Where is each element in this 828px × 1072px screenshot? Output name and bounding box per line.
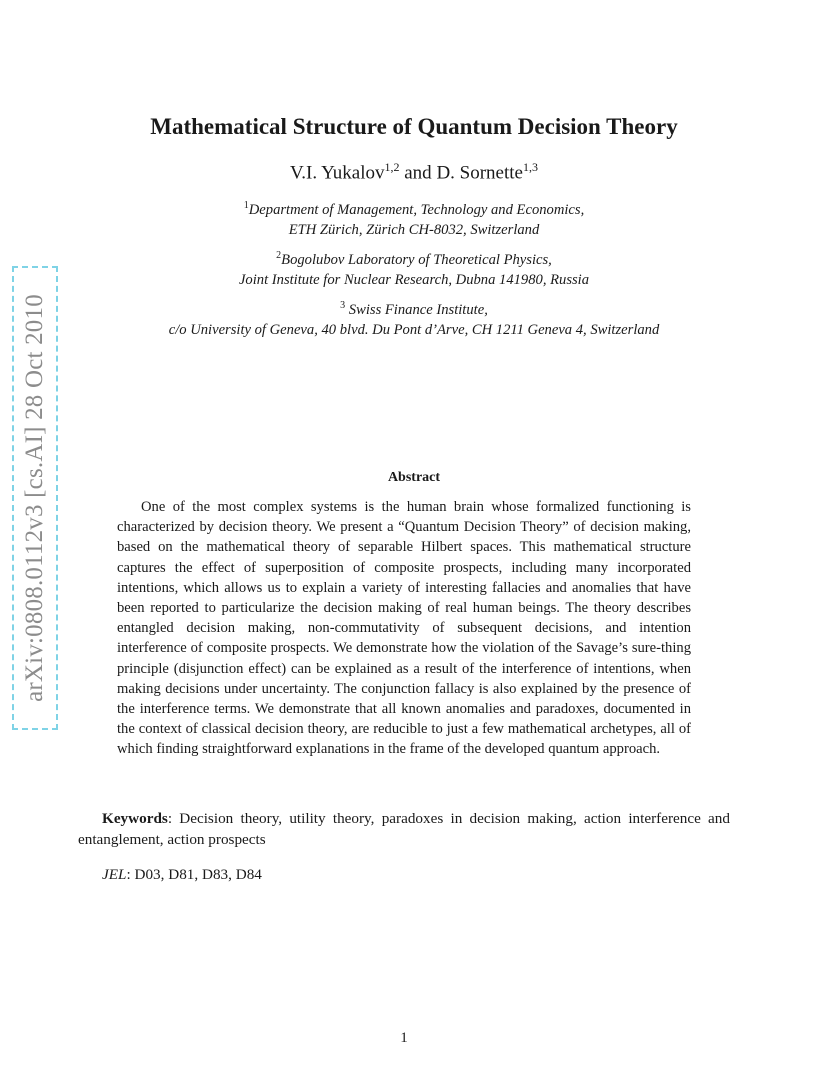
jel-codes — [102, 866, 262, 884]
affiliation-3-line-1: Swiss Finance Institute, — [345, 301, 488, 318]
author-2: D. Sornette — [436, 162, 523, 184]
affiliation-1 — [0, 196, 828, 240]
author-1-affiliation-marks: 1,2 — [384, 160, 400, 174]
paper-title: Mathematical Structure of Quantum Decision Theory — [150, 114, 678, 139]
affiliation-1-line-1: Department of Management, Technology and Economics, — [248, 201, 585, 218]
affiliation-1-mark: 1 — [243, 200, 249, 211]
page-number: 1 — [400, 1030, 408, 1046]
jel-label: JEL — [102, 866, 127, 883]
keywords-label: Keywords — [102, 810, 168, 827]
jel-text: : D03, D81, D83, D84 — [126, 866, 262, 883]
arxiv-identifier: arXiv:0808.0112v3 [cs.AI] 28 Oct 2010 — [21, 294, 48, 702]
affiliation-3 — [0, 296, 828, 340]
author-2-affiliation-marks: 1,3 — [522, 160, 538, 174]
affiliation-3-line-2: c/o University of Geneva, 40 blvd. Du Pont d’Arve, CH 1211 Geneva 4, Switzerland — [168, 321, 660, 338]
abstract-text: One of the most complex systems is the human brain whose formalized functioning is characterized by decision theory. We present a “Quantum Decision Theory” of decision making, based on the mathematical theory of separable Hilbert spaces. This mathematical structure captures the effect of superposition of composite prospects, including many incorporated intentions, which allows us to explain a variety of interesting fallacies and anomalies that have been reported to particularize the decision making of real human beings. The theory describes entangled decision making, non-commutativity of subsequent decisions, and intention interference of composite prospects. We demonstrate how the violation of the Savage’s sure-thing principle (disjunction effect) can be explained as a result of the interference of intentions, when making decisions under uncertainty. The conjunction fallacy is also explained by the presence of the interference terms. We demonstrate that all known anomalies and paradoxes, documented in the context of classical decision theory, are reducible to just a few mathematical archetypes, all of which finding straightforward explanations in the frame of the developed quantum approach. — [117, 499, 691, 758]
affiliation-2-mark: 2 — [276, 250, 282, 261]
author-line — [0, 160, 828, 184]
keywords-text: : Decision theory, utility theory, paradoxes in decision making, action interference and entanglement, action prospects — [78, 810, 730, 848]
abstract-heading: Abstract — [387, 470, 441, 485]
affiliation-2-line-2: Joint Institute for Nuclear Research, Dubna 141980, Russia — [238, 271, 590, 288]
keywords-paragraph — [78, 808, 730, 850]
affiliation-1-line-2: ETH Zürich, Zürich CH-8032, Switzerland — [288, 221, 540, 238]
author-1: V.I. Yukalov — [290, 162, 385, 184]
affiliation-3-mark: 3 — [340, 300, 346, 311]
affiliation-2-line-1: Bogolubov Laboratory of Theoretical Physics, — [281, 251, 552, 268]
author-conjunction: and — [399, 162, 437, 184]
affiliation-2 — [0, 246, 828, 290]
